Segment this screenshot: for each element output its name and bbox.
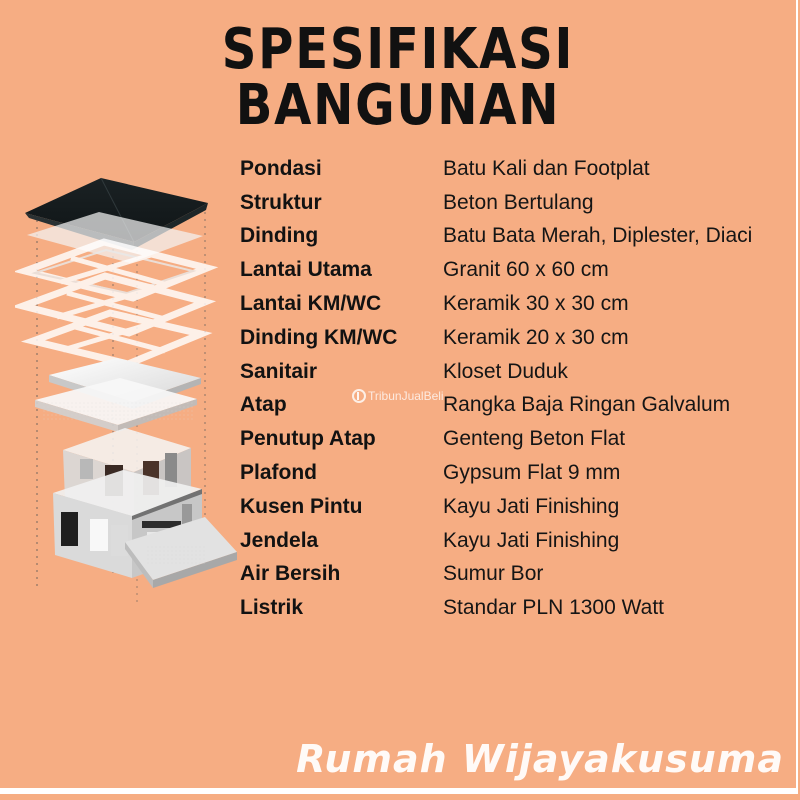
spec-label: Penutup Atap <box>240 427 376 451</box>
spec-label: Plafond <box>240 461 317 485</box>
spec-row-dinding-kmwc <box>240 321 785 355</box>
spec-label: Dinding <box>240 224 319 248</box>
spec-row-plafond <box>240 456 785 490</box>
spec-value: Granit 60 x 60 cm <box>443 258 609 282</box>
specification-table <box>240 152 785 625</box>
spec-value: Keramik 20 x 30 cm <box>443 325 629 349</box>
brand-name: Rumah Wijayakusuma <box>296 737 784 781</box>
spec-row-struktur <box>240 186 785 220</box>
spec-label: Air Bersih <box>240 562 341 586</box>
spec-value: Kloset Duduk <box>443 359 568 383</box>
spec-row-sanitair <box>240 355 785 389</box>
spec-value: Genteng Beton Flat <box>443 427 626 451</box>
spec-label: Jendela <box>240 528 319 552</box>
spec-row-listrik <box>240 591 785 625</box>
spec-value: Standar PLN 1300 Watt <box>443 596 665 620</box>
spec-row-air-bersih <box>240 558 785 592</box>
spec-value: Keramik 30 x 30 cm <box>443 292 629 316</box>
spec-row-lantai-kmwc <box>240 287 785 321</box>
spec-label: Pondasi <box>240 156 322 180</box>
spec-value: Rangka Baja Ringan Galvalum <box>443 393 731 417</box>
spec-label: Lantai KM/WC <box>240 292 382 316</box>
spec-label: Listrik <box>240 596 304 620</box>
spec-label: Sanitair <box>240 359 318 383</box>
spec-value: Sumur Bor <box>443 562 544 586</box>
spec-value: Beton Bertulang <box>443 190 594 214</box>
spec-row-atap <box>240 389 785 423</box>
spec-row-pondasi <box>240 152 785 186</box>
page-title: SPESIFIKASI BANGUNAN <box>221 17 575 138</box>
spec-row-dinding <box>240 220 785 254</box>
spec-row-lantai-utama <box>240 253 785 287</box>
spec-value: Batu Kali dan Footplat <box>443 156 650 180</box>
spec-label: Kusen Pintu <box>240 494 363 518</box>
spec-row-kusen-pintu <box>240 490 785 524</box>
spec-value: Kayu Jati Finishing <box>443 528 620 552</box>
spec-row-penutup-atap <box>240 422 785 456</box>
spec-value: Batu Bata Merah, Diplester, Diaci <box>443 224 753 248</box>
spec-label: Lantai Utama <box>240 258 372 282</box>
spec-value: Kayu Jati Finishing <box>443 494 620 518</box>
spec-row-jendela <box>240 524 785 558</box>
watermark-text: TribunJualBeli <box>368 389 444 403</box>
spec-label: Atap <box>240 393 287 417</box>
spec-label: Struktur <box>240 190 322 214</box>
spec-value: Gypsum Flat 9 mm <box>443 461 621 485</box>
spec-label: Dinding KM/WC <box>240 325 398 349</box>
exploded-house-illustration <box>15 170 250 620</box>
